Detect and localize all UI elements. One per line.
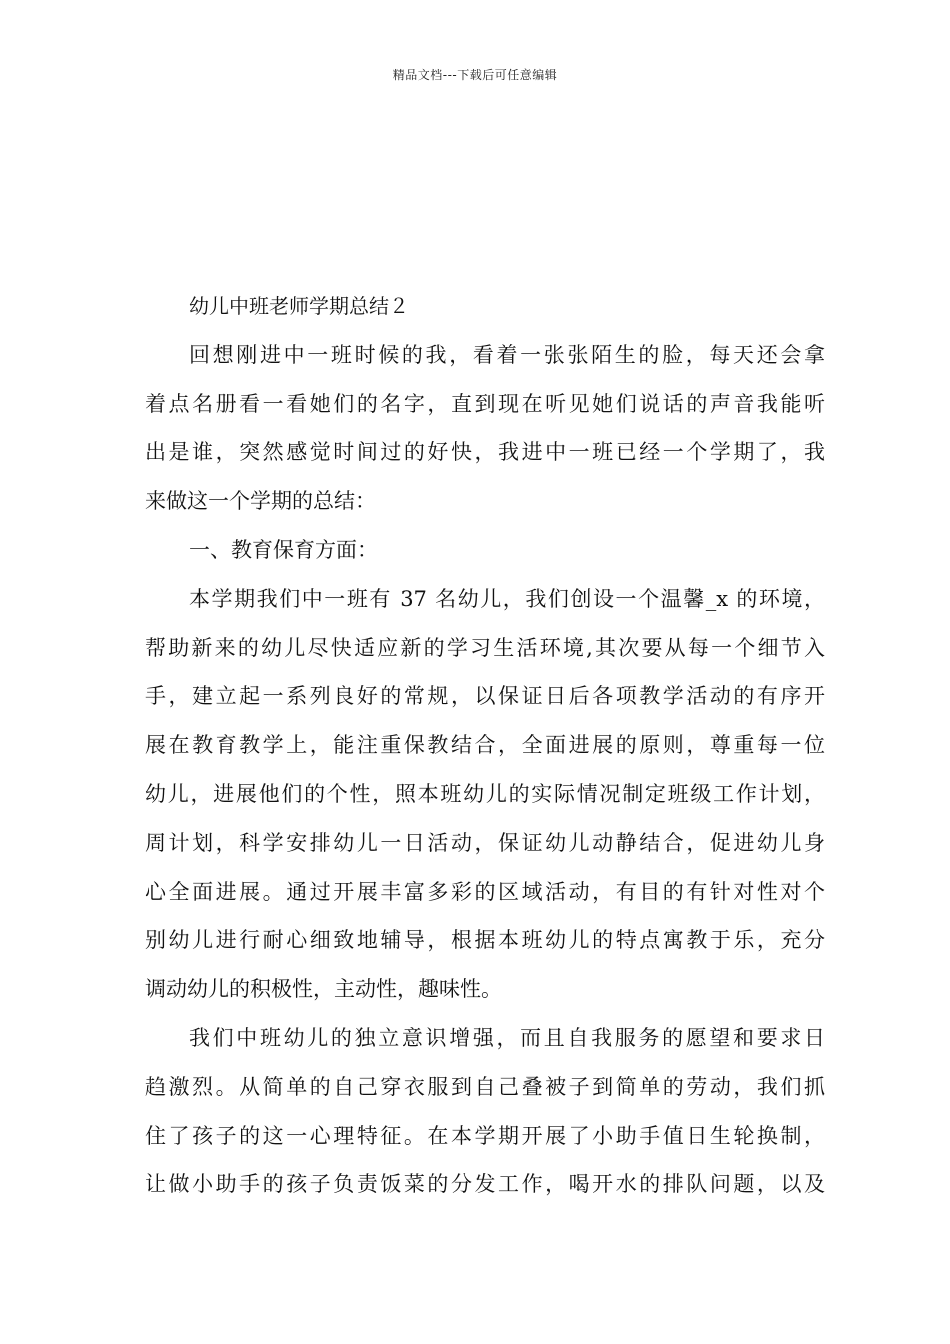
text-line: 住了孩子的这一心理特征。在本学期开展了小助手值日生轮换制， <box>145 1123 825 1148</box>
text-line: 本学期我们中一班有 37 名幼儿，我们创设一个温馨_x 的环境， <box>189 586 825 611</box>
text-line: 趋激烈。从简单的自己穿衣服到自己叠被子到简单的劳动，我们抓 <box>145 1074 825 1099</box>
text-line: 手，建立起一系列良好的常规，以保证日后各项教学活动的有序开 <box>145 684 825 709</box>
text-line: 展在教育教学上，能注重保教结合，全面进展的原则，尊重每一位 <box>145 733 825 758</box>
text-line: 着点名册看一看她们的名字，直到现在听见她们说话的声音我能听 <box>145 391 825 416</box>
text-line: 帮助新来的幼儿尽快适应新的学习生活环境,其次要从每一个细节入 <box>145 635 825 660</box>
paragraph-3 <box>145 1014 825 1209</box>
text-line: 来做这一个学期的总结： <box>145 489 376 514</box>
document-body <box>145 282 825 1209</box>
text-line: 别幼儿进行耐心细致地辅导，根据本班幼儿的特点寓教于乐，充分 <box>145 928 825 953</box>
section-heading: 一、教育保育方面： <box>189 537 378 562</box>
text-line: 周计划，科学安排幼儿一日活动，保证幼儿动静结合，促进幼儿身 <box>145 830 825 855</box>
page-header: 精品文档---下载后可任意编辑 <box>392 68 558 82</box>
text-line: 幼儿，进展他们的个性，照本班幼儿的实际情况制定班级工作计划， <box>145 781 825 806</box>
text-line: 心全面进展。通过开展丰富多彩的区域活动，有目的有针对性对个 <box>145 879 825 904</box>
text-line: 回想刚进中一班时候的我，看着一张张陌生的脸，每天还会拿 <box>189 342 825 367</box>
text-line: 出是谁，突然感觉时间过的好快，我进中一班已经一个学期了，我 <box>145 440 825 465</box>
document-title: 幼儿中班老师学期总结２ <box>189 294 409 318</box>
text-line: 我们中班幼儿的独立意识增强，而且自我服务的愿望和要求日 <box>189 1025 825 1050</box>
text-line: 调动幼儿的积极性，主动性，趣味性。 <box>145 977 502 1002</box>
paragraph-1 <box>145 331 825 526</box>
text-line: 让做小助手的孩子负责饭菜的分发工作，喝开水的排队问题，以及 <box>145 1172 825 1197</box>
paragraph-2 <box>145 575 825 1014</box>
